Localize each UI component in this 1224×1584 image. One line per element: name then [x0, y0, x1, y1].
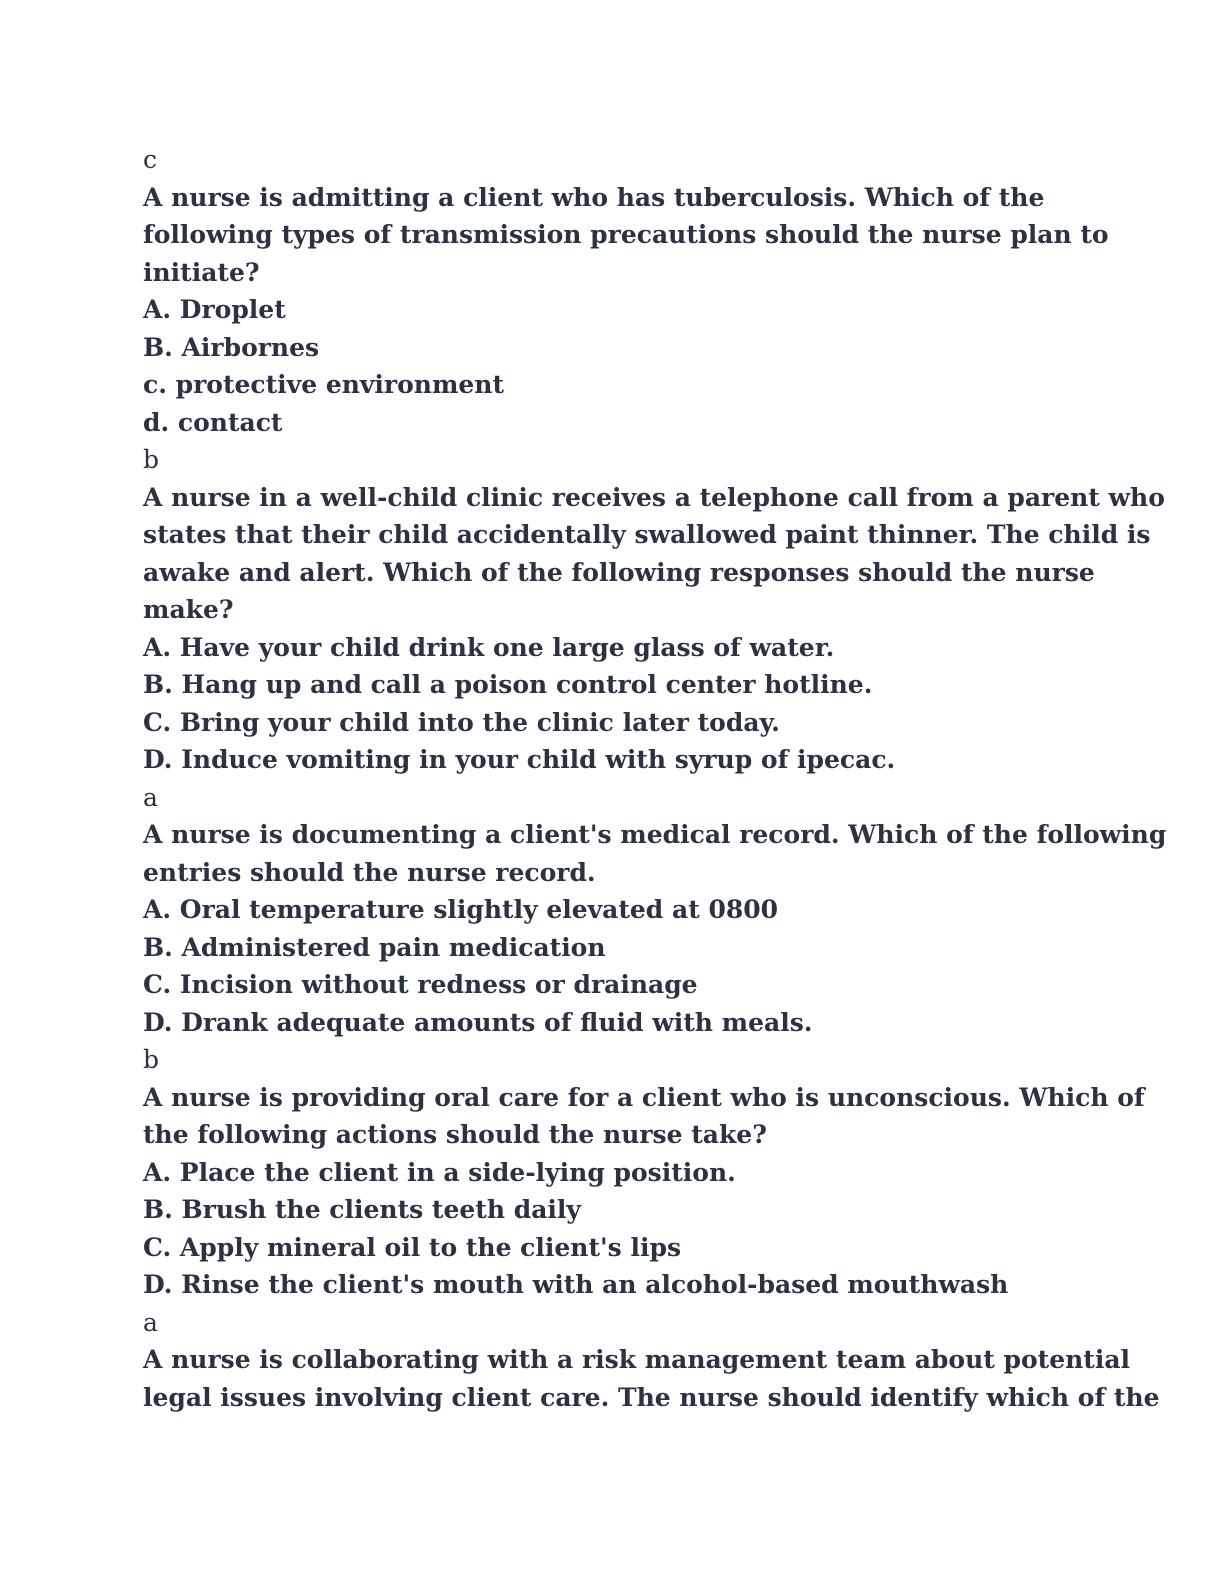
option-line: c. protective environment — [143, 370, 505, 399]
answer-key-line: c — [143, 145, 158, 174]
option-line: B. Hang up and call a poison control center hotline. — [143, 670, 873, 699]
option-line: A. Place the client in a side-lying position. — [143, 1157, 736, 1187]
answer-key-line: a — [143, 782, 158, 812]
question-line: A nurse is providing oral care for a client who is unconscious. Which of — [143, 1082, 1145, 1112]
answer-key-line: b — [143, 445, 160, 474]
option-line: B. Airbornes — [143, 332, 320, 362]
question-line: make? — [143, 595, 234, 624]
question-line: awake and alert. Which of the following responses should the nurse — [143, 557, 1095, 587]
answer-key-line: a — [143, 1307, 158, 1337]
question-line: A nurse is documenting a client's medical record. Which of the following — [143, 820, 1167, 849]
option-line: d. contact — [143, 407, 283, 437]
option-line: C. Incision without redness or drainage — [143, 970, 698, 999]
question-line: following types of transmission precautions should the nurse plan to — [143, 220, 1109, 249]
question-line: legal issues involving client care. The nurse should identify which of the — [143, 1382, 1160, 1412]
option-line: B. Brush the clients teeth daily — [143, 1195, 581, 1224]
question-line: initiate? — [143, 257, 260, 287]
option-line: A. Droplet — [143, 295, 286, 324]
question-line: the following actions should the nurse take? — [143, 1120, 767, 1149]
option-line: A. Oral temperature slightly elevated at 0800 — [143, 895, 779, 924]
option-line: D. Drank adequate amounts of fluid with meals. — [143, 1007, 813, 1037]
answer-key-line: b — [143, 1045, 160, 1074]
question-line: A nurse is collaborating with a risk management team about potential — [143, 1345, 1131, 1374]
option-line: C. Apply mineral oil to the client's lips — [143, 1232, 682, 1262]
option-line: D. Rinse the client's mouth with an alcohol-based mouthwash — [143, 1270, 1009, 1299]
document-page — [143, 141, 1167, 1416]
option-line: A. Have your child drink one large glass of water. — [143, 632, 835, 662]
question-line: states that their child accidentally swallowed paint thinner. The child is — [143, 520, 1151, 549]
question-line: entries should the nurse record. — [143, 857, 596, 887]
option-line: D. Induce vomiting in your child with syrup of ipecac. — [143, 745, 896, 774]
question-line: A nurse in a well-child clinic receives a telephone call from a parent who — [143, 482, 1165, 512]
option-line: C. Bring your child into the clinic later today. — [143, 707, 780, 737]
option-line: B. Administered pain medication — [143, 932, 606, 962]
question-line: A nurse is admitting a client who has tuberculosis. Which of the — [143, 182, 1045, 212]
